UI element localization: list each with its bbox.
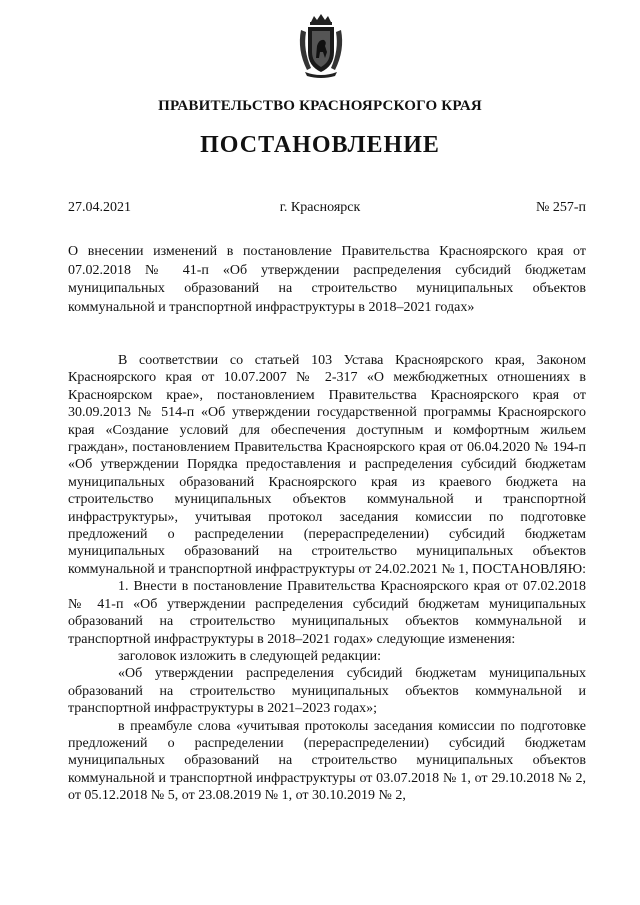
document-subject: О внесении изменений в постановление Правительства Красноярского края от 07.02.2018 № 41-п «Об утверждении распределения субсидий бюджетам муниципальных образований на строительство муниципальных объектов коммунальной и транспортной инфраструктуры в 2018–2021 годах» bbox=[68, 244, 586, 315]
body-paragraph: «Об утверждении распределения субсидий бюджетам муниципальных образований на строительство муниципальных объектов коммунальной и транспортной инфраструктуры в 2021–2023 годах»; bbox=[68, 666, 586, 717]
document-date: 27.04.2021 bbox=[68, 200, 131, 215]
document-city: г. Красноярск bbox=[279, 200, 361, 215]
document-body bbox=[68, 352, 586, 805]
body-paragraph: заголовок изложить в следующей редакции: bbox=[118, 648, 382, 664]
body-paragraph: 1. Внести в постановление Правительства Красноярского края от 07.02.2018 № 41-п «Об утверждении распределения субсидий бюджетам муниципальных образований на строительство муниципальных объектов коммунальной и транспортной инфраструктуры в 2018–2021 годах» следующие изменения: bbox=[68, 579, 586, 647]
document-type-title: ПОСТАНОВЛЕНИЕ bbox=[200, 132, 440, 158]
coat-of-arms-icon bbox=[295, 12, 347, 78]
government-title: ПРАВИТЕЛЬСТВО КРАСНОЯРСКОГО КРАЯ bbox=[158, 98, 482, 114]
document-number: № 257-п bbox=[535, 200, 586, 215]
body-paragraph: В соответствии со статьей 103 Устава Красноярского края, Законом Красноярского края от 10.07.2007 № 2-317 «О межбюджетных отношениях в Красноярском крае», постановлением Правительства Красноярского края от 30.09.2013 № 514-п «Об утверждении государственной программы Красноярского края «Создание условий для обеспечения доступным и комфортным жильем граждан», постановлением Правительства Красноярского края от 06.04.2020 № 194-п «Об утверждении Порядка предоставления и распределения субсидий бюджетам муниципальных образований Красноярского края из краевого бюджета на строительство муниципальных объектов коммунальной и транспортной инфраструктуры», учитывая протокол заседания комиссии по подготовке предложений о распределении (перераспределении) субсидий бюджетам муниципальных образований на строительство муниципальных объектов коммунальной и транспортной инфраструктуры от 24.02.2021 № 1, ПОСТАНОВЛЯЮ: bbox=[68, 353, 587, 577]
body-paragraph: в преамбуле слова «учитывая протоколы заседания комиссии по подготовке предложений о распределении (перераспределении) субсидий бюджетам муниципальных образований на строительство муниципальных объектов коммунальной и транспортной инфраструктуры от 03.07.2018 № 1, от 29.10.2018 № 2, от 05.12.2018 № 5, от 23.08.2019 № 1, от 30.10.2019 № 2, bbox=[68, 718, 586, 804]
